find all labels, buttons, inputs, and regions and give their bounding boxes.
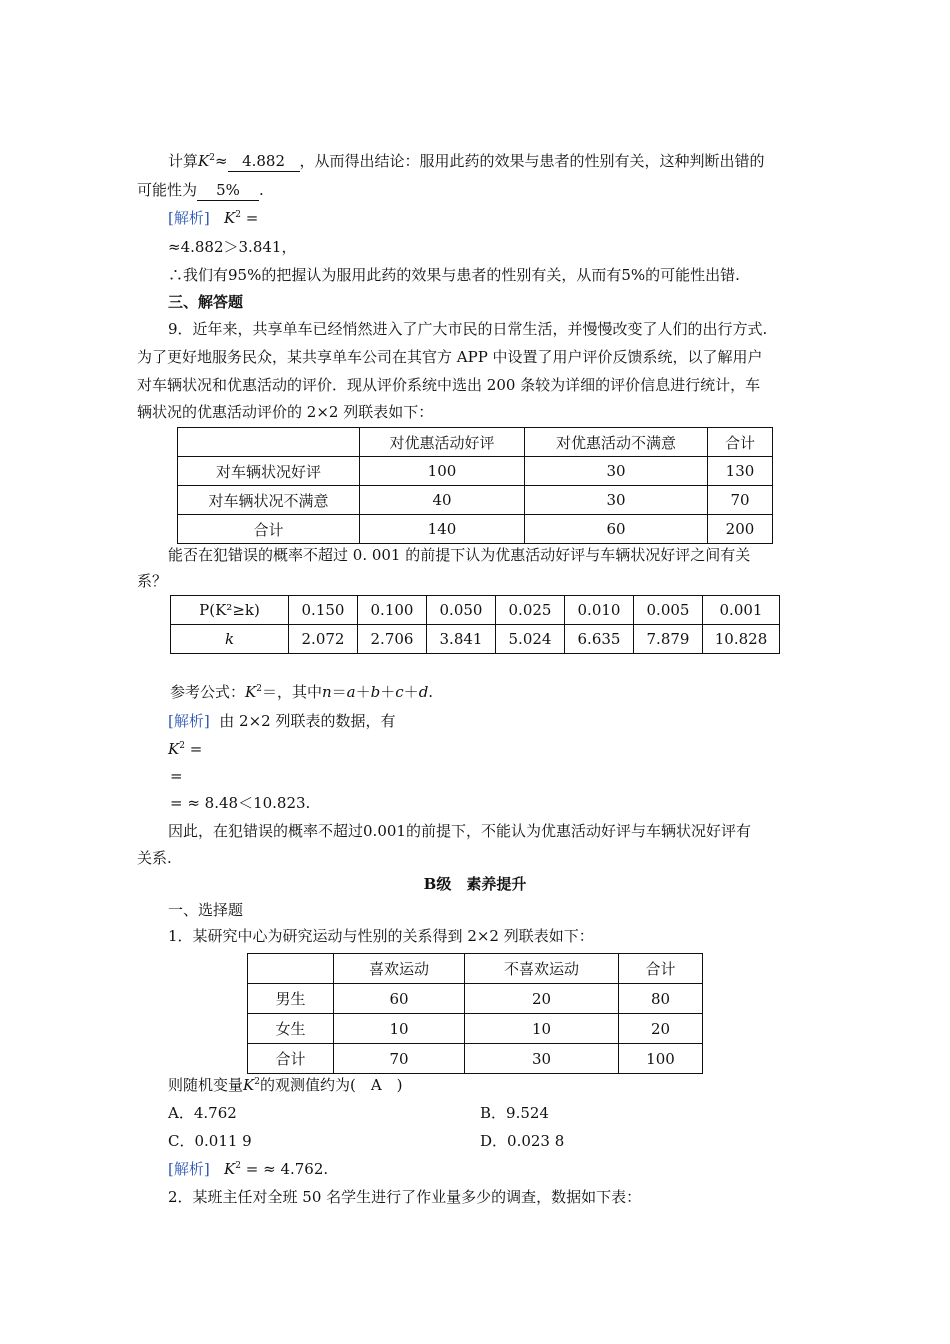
p9-analysis: [解析] 由 2×2 列联表的数据，有 (168, 712, 396, 730)
answer-blank-1: 4.882 (228, 151, 300, 172)
p9-step-1: $K^2$ = (168, 740, 203, 758)
probability-table (170, 595, 780, 654)
table-row: 对优惠活动好评 对优惠活动不满意 合计 (178, 428, 773, 457)
analysis-tag: [解析] (168, 209, 210, 227)
analysis-tag: [解析] (168, 1160, 210, 1178)
section-title: 三、解答题 (168, 293, 244, 311)
reference-formula: 参考公式：$K^2=$，其中n＝a＋b＋c＋d. (170, 683, 434, 701)
b1-question-2: 则随机变量$K^2$的观测值约为( A ) (168, 1076, 403, 1094)
answer-blank-2: 5% (197, 180, 259, 201)
table-row: P(K²≥k) 0.150 0.100 0.050 0.025 0.010 0.005 0.001 (171, 596, 780, 625)
p9-contingency-table (177, 427, 773, 544)
p9-question-2: 系？ (137, 572, 168, 590)
table-row: 对车辆状况不满意 40 30 70 (178, 486, 773, 515)
b2-question: 2．某班主任对全班 50 名学生进行了作业量多少的调查，数据如下表： (168, 1188, 642, 1206)
b1-question: 1．某研究中心为研究运动与性别的关系得到 2×2 列联表如下： (168, 927, 594, 945)
option-a: A．4.762 (168, 1104, 237, 1122)
section-choice-title: 一、选择题 (168, 901, 244, 919)
p8-analysis-line2: ≈4.882＞3.841， (168, 238, 297, 256)
table-row: 对车辆状况好评 100 30 130 (178, 457, 773, 486)
p9-line-1: 9．近年来，共享单车已经悄然进入了广大市民的日常生活，并慢慢改变了人们的出行方式. (168, 320, 768, 338)
table-row: 男生 60 20 80 (248, 984, 703, 1014)
p9-line-3: 对车辆状况和优惠活动的评价．现从评价系统中选出 200 条较为详细的评价信息进行统计，车 (137, 376, 761, 394)
option-c: C．0.011 9 (168, 1132, 252, 1150)
p9-conclusion-1: 因此，在犯错误的概率不超过0.001的前提下，不能认为优惠活动好评与车辆状况好评有 (168, 822, 751, 840)
p9-line-2: 为了更好地服务民众，某共享单车公司在其官方 APP 中设置了用户评价反馈系统，以了解用户 (137, 348, 763, 366)
p9-step-3: = ≈ 8.48＜10.823. (170, 794, 311, 812)
p8-line2: 可能性为 5% . (137, 181, 264, 199)
level-b-title: B级 素养提升 (423, 875, 527, 893)
table-row: 合计 70 30 100 (248, 1044, 703, 1074)
p9-step-2: = (170, 767, 183, 785)
p8-line1: 计算$K^2\approx 4.882$ ，从而得出结论：服用此药的效果与患者的性别有关，这种判断出错的 (168, 152, 765, 170)
p8-analysis-line3: ∴我们有95%的把握认为服用此药的效果与患者的性别有关，从而有5%的可能性出错. (168, 266, 740, 284)
option-b: B．9.524 (480, 1104, 549, 1122)
p9-question-1: 能否在犯错误的概率不超过 0. 001 的前提下认为优惠活动好评与车辆状况好评之间有关 (168, 546, 751, 564)
table-row: 喜欢运动 不喜欢运动 合计 (248, 954, 703, 984)
table-row: 女生 10 10 20 (248, 1014, 703, 1044)
table-row: k 2.072 2.706 3.841 5.024 6.635 7.879 10.828 (171, 625, 780, 654)
b1-contingency-table (247, 953, 703, 1074)
p9-conclusion-2: 关系. (137, 849, 172, 867)
b1-analysis: [解析] $K^2$ = ≈ 4.762. (168, 1160, 329, 1178)
option-d: D．0.023 8 (480, 1132, 565, 1150)
p8-analysis: [解析] $K^2$ = (168, 209, 259, 227)
analysis-tag: [解析] (168, 712, 210, 730)
table-row: 合计 140 60 200 (178, 515, 773, 544)
p9-line-4: 辆状况的优惠活动评价的 2×2 列联表如下： (137, 403, 434, 421)
